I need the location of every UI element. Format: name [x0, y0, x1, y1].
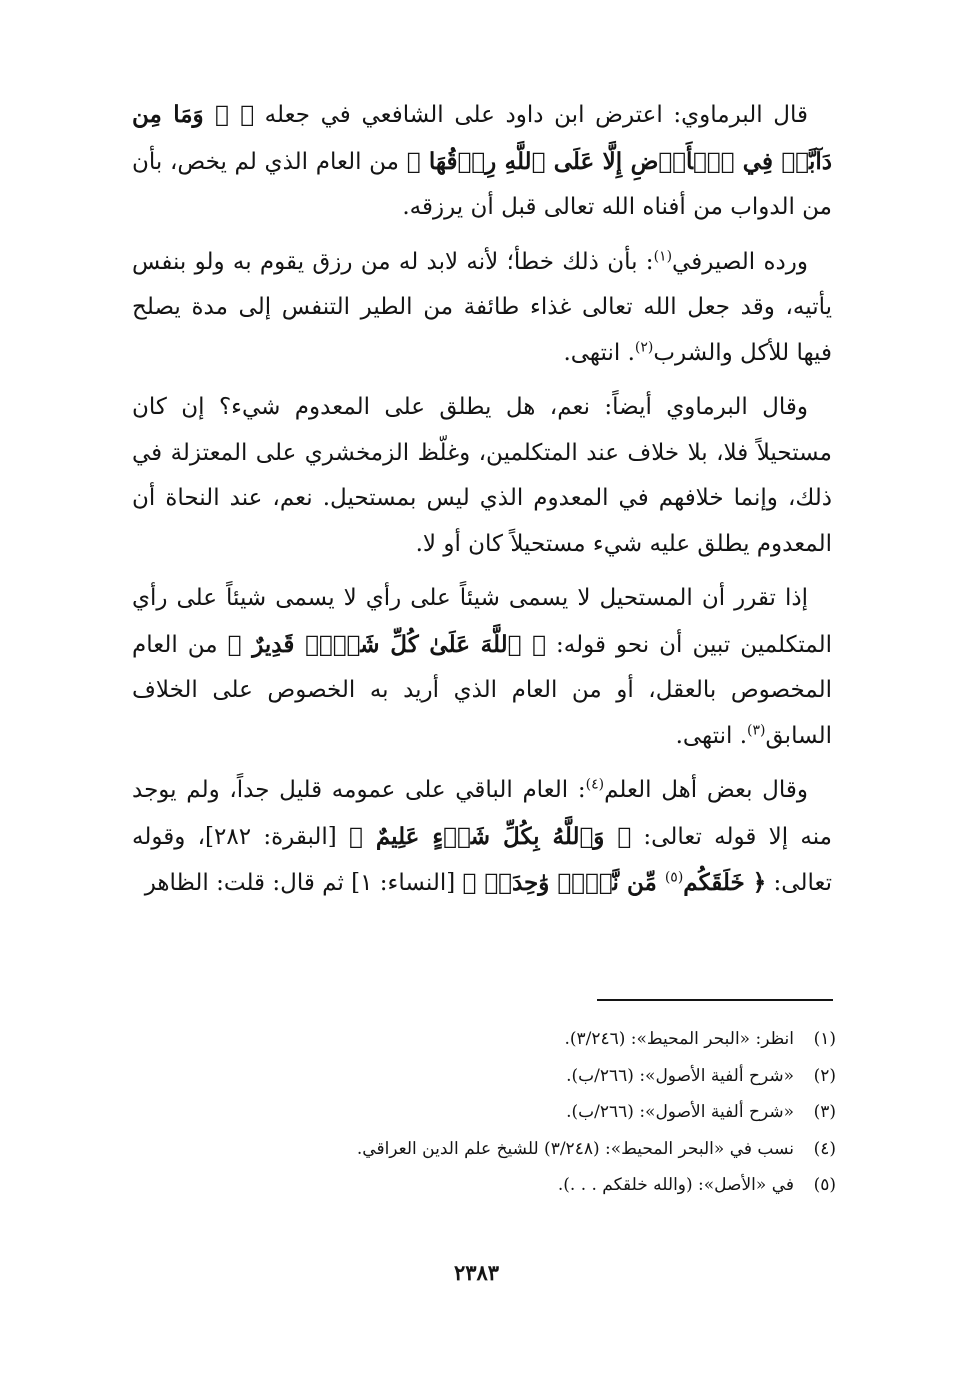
footnote-text: «شرح ألفية الأصول»: (٢٦٦/ب).	[566, 1065, 794, 1086]
footnote-separator	[597, 999, 833, 1001]
text-run: قال البرماوي: اعترض ابن داود على الشافعي في جعله	[254, 102, 808, 128]
footnote-number: (٣)	[813, 1102, 836, 1122]
paragraph-5	[132, 768, 832, 907]
footnote-text: في «الأصل»: (والله خلقكم . . .).	[557, 1175, 794, 1195]
quran-verse: ﴿ خَلَقَكُم	[683, 869, 767, 896]
footnote-1	[240, 1024, 836, 1061]
text-run: [البقرة: ٢٨٢]، وقوله تعالى:	[132, 823, 832, 896]
footnotes	[240, 1024, 836, 1207]
paragraph-3	[132, 385, 832, 567]
quran-verse: ﴿ ٱللَّهَ عَلَىٰ كُلِّ شَيۡءٖ قَدِيرٌ ﴾	[227, 630, 546, 658]
footnote-text: «شرح ألفية الأصول»: (٢٦٦/ب).	[566, 1102, 794, 1122]
text-run: : العام الباقي على عمومه قليل جداً، ولم يوجد منه إلا قوله تعالى:	[132, 777, 832, 850]
paragraph-2	[132, 240, 832, 377]
footnote-number: (٤)	[813, 1138, 836, 1159]
text-run: من العام المخصوص بالعقل، أو من العام الذي أريد به الخصوص على الخلاف السابق	[132, 631, 832, 749]
main-text	[132, 92, 832, 916]
footnote-2	[240, 1061, 836, 1098]
text-run: ورده الصيرفي	[672, 248, 808, 275]
footnote-number: (٢)	[813, 1065, 836, 1086]
footnote-ref[interactable]: (٢)	[634, 338, 654, 355]
quran-verse: ﴿ ۞ وَمَا مِن دَآبَّةٖ فِي ٱلۡأَرۡضِ إِلَّا عَلَى ٱللَّهِ رِزۡقُهَا ﴾	[132, 101, 832, 175]
quran-verse: مِّن نَّفۡسٖ وَٰحِدَةٖ ﴾	[462, 869, 665, 896]
paragraph-1	[132, 92, 832, 231]
paragraph-4	[132, 576, 832, 759]
quran-verse: ﴿ وَٱللَّهُ بِكُلِّ شَيۡءٍ عَلِيمٌ ﴾	[349, 822, 632, 850]
text-run: . انتهى.	[563, 339, 635, 366]
text-run: من العام الذي لم يخص، بأن من الدواب من أفناه الله تعالى قبل أن يرزقه.	[132, 148, 832, 220]
text-run: : بأن ذلك خطأ؛ لأنه لابد له من رزق يقوم به ولو بنفس يأتيه، وقد جعل الله تعالى غذاء طائفة من الطير التنفس إلى مدة يصلح فيها للأكل والشرب	[132, 248, 832, 366]
footnote-number: (٥)	[813, 1175, 836, 1195]
footnote-ref[interactable]: (١)	[653, 247, 673, 264]
text-run: [النساء: ١] ثم قال: قلت: الظاهر	[144, 870, 463, 896]
footnote-ref[interactable]: (٣)	[747, 721, 766, 738]
text-run: إذا تقرر أن المستحيل لا يسمى شيئاً على رأي لا يسمى شيئاً على رأي المتكلمين تبين أن نحو قوله:	[132, 585, 833, 658]
text-run: وقال البرماوي أيضاً: نعم، هل يطلق على المعدوم شيء؟ إن كان مستحيلاً فلا، بلا خلاف عند المتكلمين، وغلّظ الزمخشري على المعتزلة في ذلك، وإنما خلافهم في المعدوم الذي ليس بمستحيل. نعم، عند النحاة أن المعدوم يطلق عليه شيء مستحيلاً كان أو لا.	[132, 394, 832, 557]
footnote-number: (١)	[813, 1029, 836, 1049]
footnote-5	[240, 1170, 836, 1207]
page-number: ٢٣٨٣	[453, 1260, 500, 1285]
footnote-3	[240, 1097, 836, 1134]
footnote-4	[240, 1134, 836, 1171]
text-run: وقال بعض أهل العلم	[604, 777, 808, 803]
footnote-text: انظر: «البحر المحيط»: (٣/٢٤٦).	[564, 1029, 794, 1049]
footnote-ref[interactable]: (٥)	[664, 869, 684, 886]
footnote-ref[interactable]: (٤)	[585, 776, 605, 793]
text-run: . انتهى.	[675, 722, 748, 749]
footnote-text: نسب في «البحر المحيط»: (٣/٢٤٨) للشيخ علم الدين العراقي.	[356, 1138, 794, 1159]
